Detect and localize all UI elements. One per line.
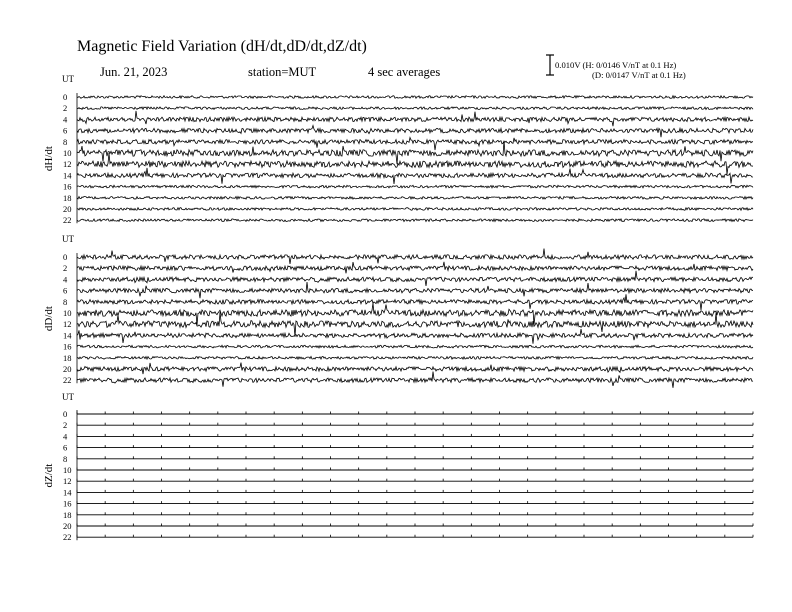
row-label-20: 20 <box>63 364 72 374</box>
row-label-22: 22 <box>63 215 72 226</box>
row-label-10: 10 <box>63 308 72 318</box>
row-label-16: 16 <box>63 341 72 352</box>
row-label-12: 12 <box>63 319 72 330</box>
trace-row-22 <box>77 372 753 388</box>
trace-row-16 <box>77 345 753 348</box>
row-label-6: 6 <box>63 442 68 453</box>
trace-row-10 <box>77 141 753 165</box>
scale-d-label: (D: 0/0147 V/nT at 0.1 Hz) <box>592 70 686 80</box>
trace-row-22 <box>77 219 753 222</box>
ut-axis-label: UT <box>62 234 74 244</box>
trace-row-12 <box>77 312 753 337</box>
panel-ylabel: dD/dt <box>43 306 55 332</box>
row-label-2: 2 <box>63 103 68 114</box>
panel-ylabel: dZ/dt <box>43 463 55 488</box>
panel-ylabel: dH/dt <box>43 146 55 172</box>
row-label-20: 20 <box>63 204 72 214</box>
averaging-label: 4 sec averages <box>368 65 441 79</box>
scale-bar <box>546 55 554 75</box>
panel-dh-dt <box>43 74 753 225</box>
trace-row-6 <box>77 126 753 138</box>
row-label-2: 2 <box>63 420 68 431</box>
row-label-16: 16 <box>63 498 72 509</box>
trace-row-18 <box>77 197 753 200</box>
trace-row-14 <box>77 329 753 344</box>
trace-row-8 <box>77 138 753 151</box>
row-label-10: 10 <box>63 148 72 158</box>
chart-title: Magnetic Field Variation (dH/dt,dD/dt,dZ/dt) <box>77 38 367 55</box>
trace-row-20 <box>77 208 753 211</box>
row-label-12: 12 <box>63 159 72 170</box>
row-label-14: 14 <box>63 487 72 498</box>
row-label-4: 4 <box>63 274 68 285</box>
row-label-10: 10 <box>63 465 72 475</box>
panel-dd-dt <box>43 234 753 388</box>
trace-row-2 <box>77 107 753 110</box>
row-label-20: 20 <box>63 521 72 531</box>
trace-row-4 <box>77 271 753 286</box>
row-label-12: 12 <box>63 476 72 487</box>
row-label-18: 18 <box>63 192 72 203</box>
row-label-6: 6 <box>63 285 68 296</box>
trace-row-0 <box>77 249 753 264</box>
date-label: Jun. 21, 2023 <box>100 65 168 79</box>
ut-axis-label: UT <box>62 74 74 84</box>
trace-row-12 <box>77 153 753 174</box>
row-label-8: 8 <box>63 296 68 307</box>
row-label-14: 14 <box>63 170 72 181</box>
trace-row-6 <box>77 282 753 298</box>
row-label-0: 0 <box>63 92 68 102</box>
row-label-8: 8 <box>63 453 68 464</box>
row-label-0: 0 <box>63 409 68 419</box>
trace-row-18 <box>77 357 753 360</box>
trace-row-20 <box>77 363 753 375</box>
trace-row-2 <box>77 262 753 274</box>
scale-h-label: 0.010V (H: 0/0146 V/nT at 0.1 Hz) <box>555 60 677 70</box>
ut-axis-label: UT <box>62 392 74 402</box>
station-label: station=MUT <box>248 65 317 79</box>
row-label-4: 4 <box>63 114 68 125</box>
trace-row-8 <box>77 294 753 310</box>
row-label-18: 18 <box>63 352 72 363</box>
row-label-16: 16 <box>63 181 72 192</box>
trace-row-0 <box>77 96 753 99</box>
row-label-18: 18 <box>63 509 72 520</box>
row-label-2: 2 <box>63 263 68 274</box>
row-label-0: 0 <box>63 252 68 262</box>
row-label-6: 6 <box>63 125 68 136</box>
trace-row-16 <box>77 185 753 188</box>
row-label-4: 4 <box>63 431 68 442</box>
row-label-8: 8 <box>63 136 68 147</box>
row-label-14: 14 <box>63 330 72 341</box>
row-label-22: 22 <box>63 532 72 543</box>
trace-row-14 <box>77 168 753 184</box>
row-label-22: 22 <box>63 375 72 386</box>
panel-dz-dt <box>43 392 753 542</box>
trace-row-4 <box>77 111 753 126</box>
